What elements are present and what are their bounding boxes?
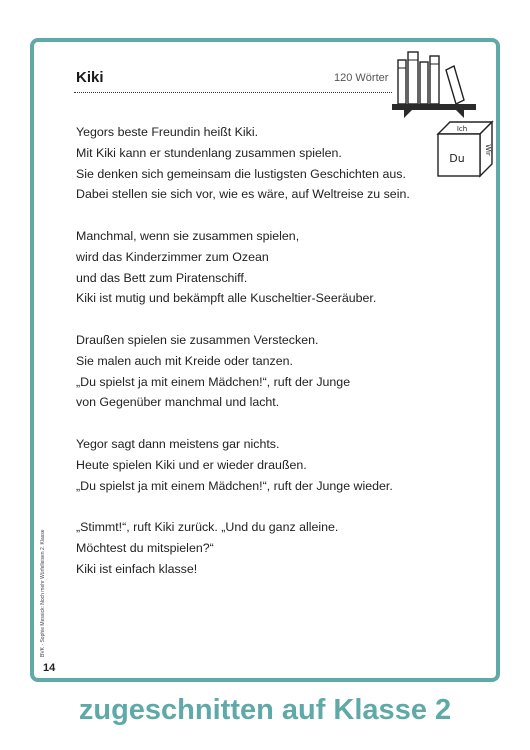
text-line: Möchtest du mitspielen?“ [76,540,214,555]
text-line: und das Bett zum Piratenschiff. [76,270,248,285]
text-line: Dabei stellen sie sich vor, wie es wäre, auf Weltreise zu sein. [76,187,410,202]
stanza [76,122,436,205]
worksheet-page [30,38,500,682]
story-text [76,122,436,600]
cube-label-ich: Ich [456,125,468,133]
stanza [76,226,436,309]
text-line: Yegors beste Freundin heißt Kiki. [76,125,259,139]
text-line: „Du spielst ja mit einem Mädchen!“, ruft der Junge wieder. [76,478,393,493]
stanza [76,330,436,413]
text-line: Kiki ist einfach klasse! [76,561,198,576]
stanza [76,517,436,579]
bookshelf-icon [392,48,478,118]
text-line: von Gegenüber manchmal und lacht. [76,395,280,410]
text-line: Heute spielen Kiki und er wieder draußen. [76,457,307,472]
cube-label-wir: Wir [484,144,492,156]
word-cube-icon [436,120,494,178]
grade-banner: zugeschnitten auf Klasse 2 [78,694,452,726]
text-line: Manchmal, wenn sie zusammen spielen, [76,228,300,243]
story-title: Kiki [76,69,104,86]
text-line: „Du spielst ja mit einem Mädchen!“, ruft der Junge [76,374,351,389]
text-line: Kiki ist mutig und bekämpft alle Kuscheltier-Seeräuber. [76,291,377,306]
text-line: „Stimmt!“, ruft Kiki zurück. „Und du ganz alleine. [76,520,339,535]
text-line: Sie denken sich gemeinsam die lustigsten Geschichten aus. [76,166,406,181]
text-line: Yegor sagt dann meistens gar nichts. [76,436,280,451]
text-line: Mit Kiki kann er stundenlang zusammen spielen. [76,145,342,160]
text-line: wird das Kinderzimmer zum Ozean [76,249,269,264]
word-count-label: 120 Wörter [334,72,389,84]
title-divider [74,92,392,93]
page-number: 14 [43,662,56,674]
cube-label-du: Du [449,152,465,165]
text-line: Sie malen auch mit Kreide oder tanzen. [76,353,293,368]
text-line: Draußen spielen sie zusammen Verstecken. [76,332,319,347]
stanza [76,434,436,496]
side-credit: BVK · Sophie Messick: Noch mehr Würfelleisen 2. Klasse [40,529,46,657]
